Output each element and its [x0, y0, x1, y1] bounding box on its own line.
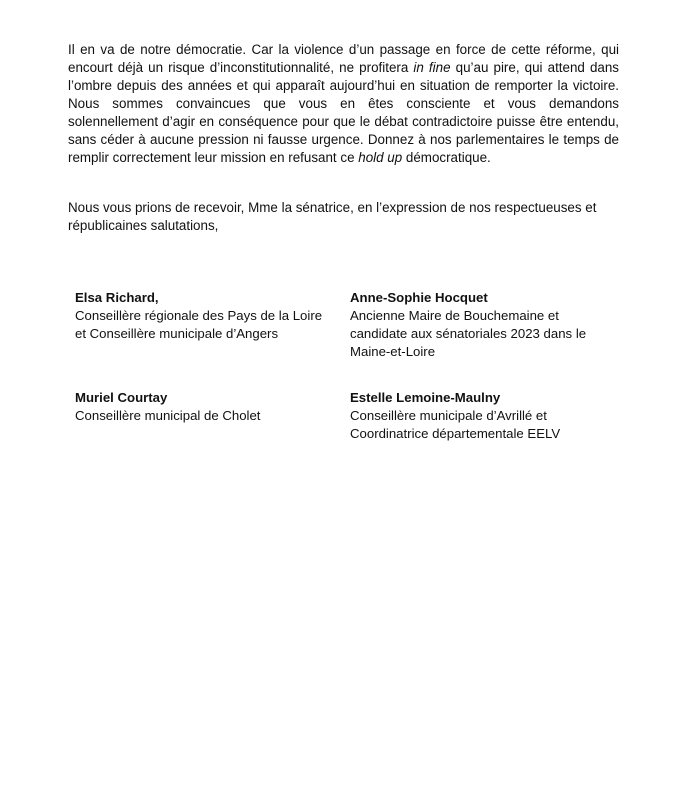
signatory-block: [350, 289, 620, 361]
signatory-title: Maine-et-Loire: [350, 344, 436, 359]
signatory-name: Elsa Richard,: [75, 290, 159, 305]
signatory-title: Conseillère municipal de Cholet: [75, 408, 261, 423]
closing-salutation: Nous vous prions de recevoir, Mme la sénatrice, en l’expression de nos respectueuses et républicaines salutations,: [68, 200, 597, 233]
signatory-block: [75, 389, 345, 425]
paragraph-text: Il en va de notre démocratie. Car la violence d’un passage en force de cette réforme, qui encourt déjà un risque d’inconstitutionnalité, ne profitera: [68, 42, 619, 75]
signatory-block: [350, 389, 620, 443]
paragraph-italic-hold-up: hold up: [358, 150, 403, 165]
paragraph-text: démocratique.: [402, 150, 491, 165]
signatory-title: et Conseillère municipale d’Angers: [75, 326, 279, 341]
signatory-name: Muriel Courtay: [75, 390, 168, 405]
signatory-block: [75, 289, 345, 343]
signatory-name: Anne-Sophie Hocquet: [350, 290, 488, 305]
signatory-title: Conseillère municipale d’Avrillé et: [350, 408, 547, 423]
signatory-title: candidate aux sénatoriales 2023 dans le: [350, 326, 587, 341]
signatory-title: Conseillère régionale des Pays de la Loire: [75, 308, 323, 323]
signatory-name: Estelle Lemoine-Maulny: [350, 390, 501, 405]
body-paragraph: [68, 41, 619, 167]
signatory-title: Ancienne Maire de Bouchemaine et: [350, 308, 559, 323]
signatory-title: Coordinatrice départementale EELV: [350, 426, 561, 441]
paragraph-text: qu’au pire, qui attend dans l’ombre depuis des années et qui apparaît aujourd’hui en situation de remporter la victoire. Nous sommes convaincues que vous en êtes consciente et vous demandons solennellement d’agir en conséquence pour que le débat contradictoire puisse être entendu, sans céder à aucune pression ni fausse urgence. Donnez à nos parlementaires le temps de remplir correctement leur mission en refusant ce: [68, 60, 619, 165]
paragraph-italic-in-fine: in fine: [413, 60, 451, 75]
